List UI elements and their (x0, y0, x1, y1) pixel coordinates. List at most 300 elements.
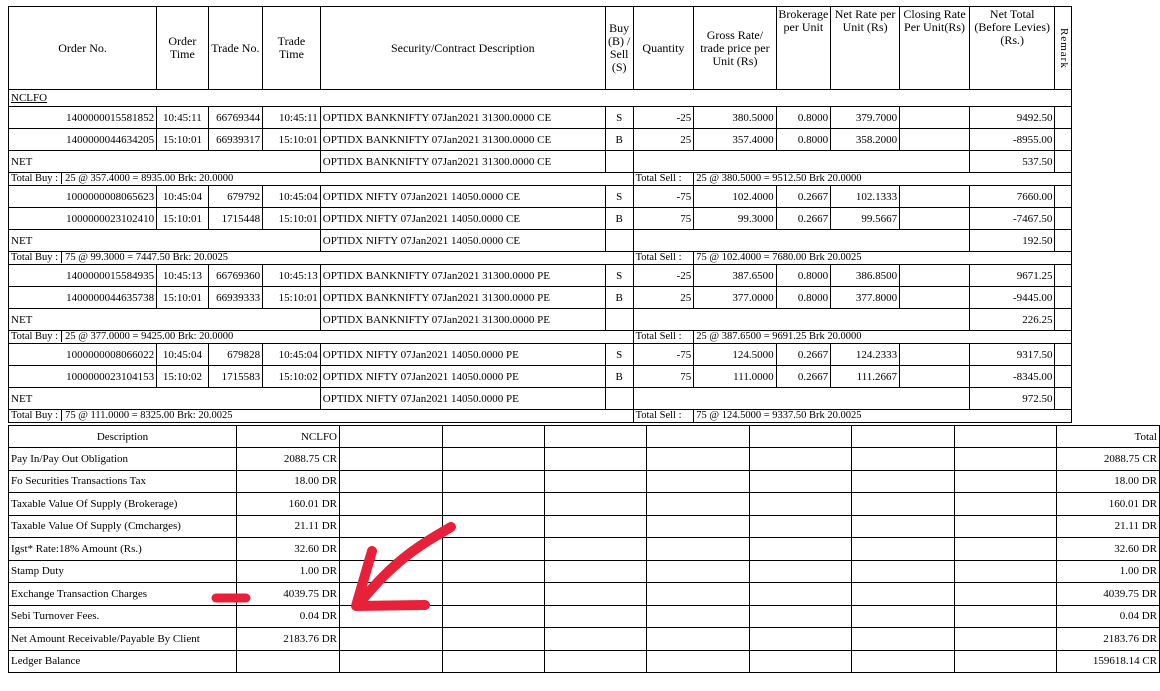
trade-no: 1715448 (208, 208, 263, 230)
empty-cell (852, 448, 955, 471)
empty-cell (647, 515, 750, 538)
empty-cell (955, 426, 1057, 448)
empty-cell (750, 628, 852, 651)
security: OPTIDX NIFTY 07Jan2021 14050.0000 CE (320, 208, 605, 230)
net-security: OPTIDX NIFTY 07Jan2021 14050.0000 PE (320, 388, 605, 410)
summary-nclfo (237, 650, 340, 673)
quantity: -75 (633, 186, 694, 208)
remark (1055, 366, 1072, 388)
trade-no: 679828 (208, 344, 263, 366)
gross-rate: 380.5000 (694, 107, 776, 129)
summary-total: 32.60 DR (1057, 538, 1160, 561)
net-row (9, 151, 1072, 173)
empty-cell (852, 470, 955, 493)
quantity: 75 (633, 366, 694, 388)
header-order-no: Order No. (9, 7, 157, 90)
order-time: 15:10:01 (157, 129, 208, 151)
summary-nclfo: 160.01 DR (237, 493, 340, 516)
trade-time: 10:45:04 (263, 344, 321, 366)
order-no: 1400000044635738 (9, 287, 157, 309)
empty-cell (545, 605, 647, 628)
empty-cell (605, 151, 633, 173)
net-total: -9445.00 (970, 287, 1055, 309)
empty-cell (605, 230, 633, 252)
total-sell-value: 25 @ 380.5000 = 9512.50 Brk 20.0000 (694, 173, 1072, 186)
empty-cell (852, 650, 955, 673)
summary-total: 2088.75 CR (1057, 448, 1160, 471)
empty-cell (545, 538, 647, 561)
empty-cell (1055, 151, 1072, 173)
empty-cell (852, 560, 955, 583)
summary-total: 4039.75 DR (1057, 583, 1160, 606)
net-row (9, 388, 1072, 410)
trade-row (9, 208, 1072, 230)
summary-total: 0.04 DR (1057, 605, 1160, 628)
empty-cell (750, 515, 852, 538)
header-brokerage: Brokerage per Unit (776, 7, 831, 90)
empty-cell (750, 448, 852, 471)
summary-nclfo: 2183.76 DR (237, 628, 340, 651)
empty-cell (955, 538, 1057, 561)
summary-total: 159618.14 CR (1057, 650, 1160, 673)
buy-sell: B (605, 287, 633, 309)
net-security: OPTIDX BANKNIFTY 07Jan2021 31300.0000 PE (320, 309, 605, 331)
quantity: 25 (633, 129, 694, 151)
trade-no: 66939333 (208, 287, 263, 309)
trade-no: 66769360 (208, 265, 263, 287)
trade-no: 66939317 (208, 129, 263, 151)
empty-cell (750, 538, 852, 561)
empty-cell (443, 538, 545, 561)
total-sell-label: Total Sell : (633, 331, 694, 344)
summary-description: Ledger Balance (9, 650, 237, 673)
empty-cell (340, 493, 443, 516)
order-no: 1400000015581852 (9, 107, 157, 129)
totals-row (9, 252, 1072, 265)
trade-time: 15:10:01 (263, 129, 321, 151)
brokerage: 0.2667 (776, 366, 831, 388)
empty-cell (955, 470, 1057, 493)
total-buy-value: 75 @ 99.3000 = 7447.50 Brk: 20.0025 (61, 252, 228, 263)
gross-rate: 377.0000 (694, 287, 776, 309)
trade-time: 10:45:04 (263, 186, 321, 208)
empty-cell (545, 560, 647, 583)
summary-total: 160.01 DR (1057, 493, 1160, 516)
summary-row (9, 470, 1160, 493)
buy-sell: S (605, 344, 633, 366)
empty-cell (340, 538, 443, 561)
total-buy-label: Total Buy : (11, 331, 59, 342)
net-total: 226.25 (970, 309, 1055, 331)
empty-cell (443, 448, 545, 471)
empty-cell (750, 605, 852, 628)
summary-description: Stamp Duty (9, 560, 237, 583)
trades-table (8, 6, 1072, 423)
empty-cell (955, 515, 1057, 538)
empty-cell (340, 583, 443, 606)
security: OPTIDX BANKNIFTY 07Jan2021 31300.0000 CE (320, 129, 605, 151)
summary-header-nclfo: NCLFO (237, 426, 340, 448)
empty-cell (443, 493, 545, 516)
trade-time: 15:10:02 (263, 366, 321, 388)
remark (1055, 186, 1072, 208)
trade-no: 66769344 (208, 107, 263, 129)
empty-cell (750, 426, 852, 448)
brokerage: 0.2667 (776, 344, 831, 366)
trade-time: 10:45:13 (263, 265, 321, 287)
trade-row (9, 129, 1072, 151)
order-time: 15:10:01 (157, 208, 208, 230)
total-buy (9, 252, 634, 265)
closing-rate (900, 107, 970, 129)
brokerage: 0.8000 (776, 265, 831, 287)
order-no: 1400000015584935 (9, 265, 157, 287)
total-sell-label: Total Sell : (633, 173, 694, 186)
trade-no: 1715583 (208, 366, 263, 388)
quantity: -75 (633, 344, 694, 366)
header-quantity: Quantity (633, 7, 694, 90)
closing-rate (900, 344, 970, 366)
empty-cell (852, 538, 955, 561)
empty-cell (1055, 309, 1072, 331)
empty-cell (443, 426, 545, 448)
empty-cell (545, 426, 647, 448)
order-time: 10:45:13 (157, 265, 208, 287)
trade-row (9, 366, 1072, 388)
empty-cell (647, 605, 750, 628)
summary-total: 2183.76 DR (1057, 628, 1160, 651)
brokerage: 0.8000 (776, 129, 831, 151)
trade-time: 10:45:11 (263, 107, 321, 129)
summary-row (9, 605, 1160, 628)
total-buy (9, 331, 634, 344)
empty-cell (443, 650, 545, 673)
security: OPTIDX BANKNIFTY 07Jan2021 31300.0000 PE (320, 287, 605, 309)
closing-rate (900, 208, 970, 230)
empty-cell (955, 628, 1057, 651)
empty-cell (647, 583, 750, 606)
order-time: 15:10:01 (157, 287, 208, 309)
header-trade-no: Trade No. (208, 7, 263, 90)
net-rate: 358.2000 (831, 129, 900, 151)
remark (1055, 344, 1072, 366)
total-buy-value: 25 @ 377.0000 = 9425.00 Brk: 20.0000 (61, 331, 233, 342)
empty-cell (750, 493, 852, 516)
net-total: 192.50 (970, 230, 1055, 252)
net-rate: 386.8500 (831, 265, 900, 287)
empty-cell (852, 628, 955, 651)
order-time: 15:10:02 (157, 366, 208, 388)
quantity: -25 (633, 265, 694, 287)
summary-nclfo: 32.60 DR (237, 538, 340, 561)
empty-cell (633, 230, 969, 252)
empty-cell (443, 628, 545, 651)
security: OPTIDX BANKNIFTY 07Jan2021 31300.0000 PE (320, 265, 605, 287)
trade-row (9, 186, 1072, 208)
order-no: 1000000008066022 (9, 344, 157, 366)
remark (1055, 287, 1072, 309)
total-buy-value: 25 @ 357.4000 = 8935.00 Brk: 20.0000 (61, 173, 233, 184)
buy-sell: B (605, 129, 633, 151)
summary-total: 21.11 DR (1057, 515, 1160, 538)
gross-rate: 102.4000 (694, 186, 776, 208)
summary-header-total: Total (1057, 426, 1160, 448)
totals-row (9, 173, 1072, 186)
net-total: 9317.50 (970, 344, 1055, 366)
summary-nclfo: 4039.75 DR (237, 583, 340, 606)
quantity: 75 (633, 208, 694, 230)
order-no: 1400000044634205 (9, 129, 157, 151)
empty-cell (605, 388, 633, 410)
header-order-time: Order Time (157, 7, 208, 90)
closing-rate (900, 287, 970, 309)
buy-sell: B (605, 208, 633, 230)
header-trade-time: Trade Time (263, 7, 321, 90)
empty-cell (647, 426, 750, 448)
closing-rate (900, 129, 970, 151)
empty-cell (750, 560, 852, 583)
order-time: 10:45:04 (157, 344, 208, 366)
brokerage: 0.2667 (776, 186, 831, 208)
empty-cell (1055, 230, 1072, 252)
header-net-rate: Net Rate per Unit (Rs) (831, 7, 900, 90)
header-security: Security/Contract Description (320, 7, 605, 90)
total-buy-label: Total Buy : (11, 410, 59, 421)
empty-cell (545, 470, 647, 493)
empty-cell (340, 448, 443, 471)
net-rate: 379.7000 (831, 107, 900, 129)
section-label: NCLFO (9, 90, 1072, 107)
net-label: NET (9, 309, 321, 331)
brokerage: 0.8000 (776, 107, 831, 129)
net-total: 972.50 (970, 388, 1055, 410)
summary-total: 18.00 DR (1057, 470, 1160, 493)
total-sell-value: 25 @ 387.6500 = 9691.25 Brk 20.0000 (694, 331, 1072, 344)
totals-row (9, 410, 1072, 423)
empty-cell (647, 628, 750, 651)
empty-cell (750, 650, 852, 673)
buy-sell: S (605, 186, 633, 208)
brokerage: 0.8000 (776, 287, 831, 309)
empty-cell (340, 515, 443, 538)
buy-sell: S (605, 265, 633, 287)
net-total: 9492.50 (970, 107, 1055, 129)
empty-cell (340, 560, 443, 583)
trade-row (9, 265, 1072, 287)
summary-description: Exchange Transaction Charges (9, 583, 237, 606)
empty-cell (647, 538, 750, 561)
summary-row (9, 448, 1160, 471)
empty-cell (605, 309, 633, 331)
remark (1055, 129, 1072, 151)
brokerage: 0.2667 (776, 208, 831, 230)
summary-nclfo: 2088.75 CR (237, 448, 340, 471)
summary-total: 1.00 DR (1057, 560, 1160, 583)
empty-cell (852, 426, 955, 448)
summary-row (9, 538, 1160, 561)
empty-cell (955, 650, 1057, 673)
total-sell-value: 75 @ 124.5000 = 9337.50 Brk 20.0025 (694, 410, 1072, 423)
empty-cell (340, 650, 443, 673)
gross-rate: 357.4000 (694, 129, 776, 151)
summary-row (9, 628, 1160, 651)
empty-cell (647, 448, 750, 471)
header-gross-rate: Gross Rate/ trade price per Unit (Rs) (694, 7, 776, 90)
gross-rate: 99.3000 (694, 208, 776, 230)
summary-row (9, 583, 1160, 606)
net-label: NET (9, 151, 321, 173)
summary-description: Net Amount Receivable/Payable By Client (9, 628, 237, 651)
trade-time: 15:10:01 (263, 208, 321, 230)
net-total: 537.50 (970, 151, 1055, 173)
net-total: -8955.00 (970, 129, 1055, 151)
empty-cell (647, 470, 750, 493)
net-security: OPTIDX BANKNIFTY 07Jan2021 31300.0000 CE (320, 151, 605, 173)
empty-cell (633, 151, 969, 173)
security: OPTIDX NIFTY 07Jan2021 14050.0000 PE (320, 344, 605, 366)
empty-cell (955, 448, 1057, 471)
summary-description: Taxable Value Of Supply (Cmcharges) (9, 515, 237, 538)
net-rate: 111.2667 (831, 366, 900, 388)
remark (1055, 208, 1072, 230)
summary-description: Taxable Value Of Supply (Brokerage) (9, 493, 237, 516)
trade-time: 15:10:01 (263, 287, 321, 309)
empty-cell (633, 388, 969, 410)
net-rate: 99.5667 (831, 208, 900, 230)
order-time: 10:45:04 (157, 186, 208, 208)
summary-row (9, 493, 1160, 516)
empty-cell (443, 560, 545, 583)
summary-description: Pay In/Pay Out Obligation (9, 448, 237, 471)
security: OPTIDX NIFTY 07Jan2021 14050.0000 PE (320, 366, 605, 388)
header-net-total: Net Total (Before Levies)(Rs.) (970, 7, 1055, 90)
empty-cell (750, 583, 852, 606)
net-rate: 124.2333 (831, 344, 900, 366)
summary-row (9, 515, 1160, 538)
empty-cell (750, 470, 852, 493)
empty-cell (443, 470, 545, 493)
total-sell-label: Total Sell : (633, 252, 694, 265)
summary-header-description: Description (9, 426, 237, 448)
empty-cell (1055, 388, 1072, 410)
total-sell-value: 75 @ 102.4000 = 7680.00 Brk 20.0025 (694, 252, 1072, 265)
empty-cell (545, 515, 647, 538)
summary-description: Sebi Turnover Fees. (9, 605, 237, 628)
gross-rate: 387.6500 (694, 265, 776, 287)
empty-cell (340, 628, 443, 651)
empty-cell (545, 650, 647, 673)
total-buy-value: 75 @ 111.0000 = 8325.00 Brk: 20.0025 (61, 410, 232, 421)
empty-cell (443, 605, 545, 628)
order-no: 1000000023104153 (9, 366, 157, 388)
gross-rate: 111.0000 (694, 366, 776, 388)
empty-cell (340, 470, 443, 493)
net-total: 9671.25 (970, 265, 1055, 287)
summary-nclfo: 21.11 DR (237, 515, 340, 538)
net-total: -7467.50 (970, 208, 1055, 230)
gross-rate: 124.5000 (694, 344, 776, 366)
header-remark: Remark (1055, 7, 1072, 90)
closing-rate (900, 366, 970, 388)
closing-rate (900, 186, 970, 208)
empty-cell (545, 628, 647, 651)
net-rate: 377.8000 (831, 287, 900, 309)
summary-table (8, 425, 1160, 673)
empty-cell (955, 583, 1057, 606)
total-sell-label: Total Sell : (633, 410, 694, 423)
security: OPTIDX NIFTY 07Jan2021 14050.0000 CE (320, 186, 605, 208)
header-buy-sell: Buy (B) / Sell (S) (605, 7, 633, 90)
quantity: 25 (633, 287, 694, 309)
closing-rate (900, 265, 970, 287)
empty-cell (852, 583, 955, 606)
total-buy-label: Total Buy : (11, 173, 59, 184)
summary-nclfo: 0.04 DR (237, 605, 340, 628)
summary-row (9, 650, 1160, 673)
header-closing-rate: Closing Rate Per Unit(Rs) (900, 7, 970, 90)
net-security: OPTIDX NIFTY 07Jan2021 14050.0000 CE (320, 230, 605, 252)
quantity: -25 (633, 107, 694, 129)
order-time: 10:45:11 (157, 107, 208, 129)
net-total: -8345.00 (970, 366, 1055, 388)
order-no: 1000000023102410 (9, 208, 157, 230)
trade-row (9, 107, 1072, 129)
remark (1055, 107, 1072, 129)
buy-sell: S (605, 107, 633, 129)
empty-cell (955, 560, 1057, 583)
remark (1055, 265, 1072, 287)
empty-cell (443, 515, 545, 538)
summary-row (9, 560, 1160, 583)
empty-cell (852, 605, 955, 628)
totals-row (9, 331, 1072, 344)
net-total: 7660.00 (970, 186, 1055, 208)
summary-description: Fo Securities Transactions Tax (9, 470, 237, 493)
trade-no: 679792 (208, 186, 263, 208)
empty-cell (955, 493, 1057, 516)
empty-cell (647, 493, 750, 516)
net-label: NET (9, 230, 321, 252)
empty-cell (545, 493, 647, 516)
empty-cell (852, 515, 955, 538)
empty-cell (545, 448, 647, 471)
empty-cell (852, 493, 955, 516)
empty-cell (633, 309, 969, 331)
total-buy-label: Total Buy : (11, 252, 59, 263)
total-buy (9, 173, 634, 186)
summary-nclfo: 1.00 DR (237, 560, 340, 583)
net-rate: 102.1333 (831, 186, 900, 208)
buy-sell: B (605, 366, 633, 388)
net-row (9, 230, 1072, 252)
empty-cell (647, 560, 750, 583)
summary-nclfo: 18.00 DR (237, 470, 340, 493)
empty-cell (545, 583, 647, 606)
net-row (9, 309, 1072, 331)
trade-row (9, 344, 1072, 366)
empty-cell (340, 426, 443, 448)
summary-description: Igst* Rate:18% Amount (Rs.) (9, 538, 237, 561)
empty-cell (955, 605, 1057, 628)
security: OPTIDX BANKNIFTY 07Jan2021 31300.0000 CE (320, 107, 605, 129)
order-no: 1000000008065623 (9, 186, 157, 208)
empty-cell (443, 583, 545, 606)
net-label: NET (9, 388, 321, 410)
empty-cell (647, 650, 750, 673)
empty-cell (340, 605, 443, 628)
total-buy (9, 410, 634, 423)
trade-row (9, 287, 1072, 309)
